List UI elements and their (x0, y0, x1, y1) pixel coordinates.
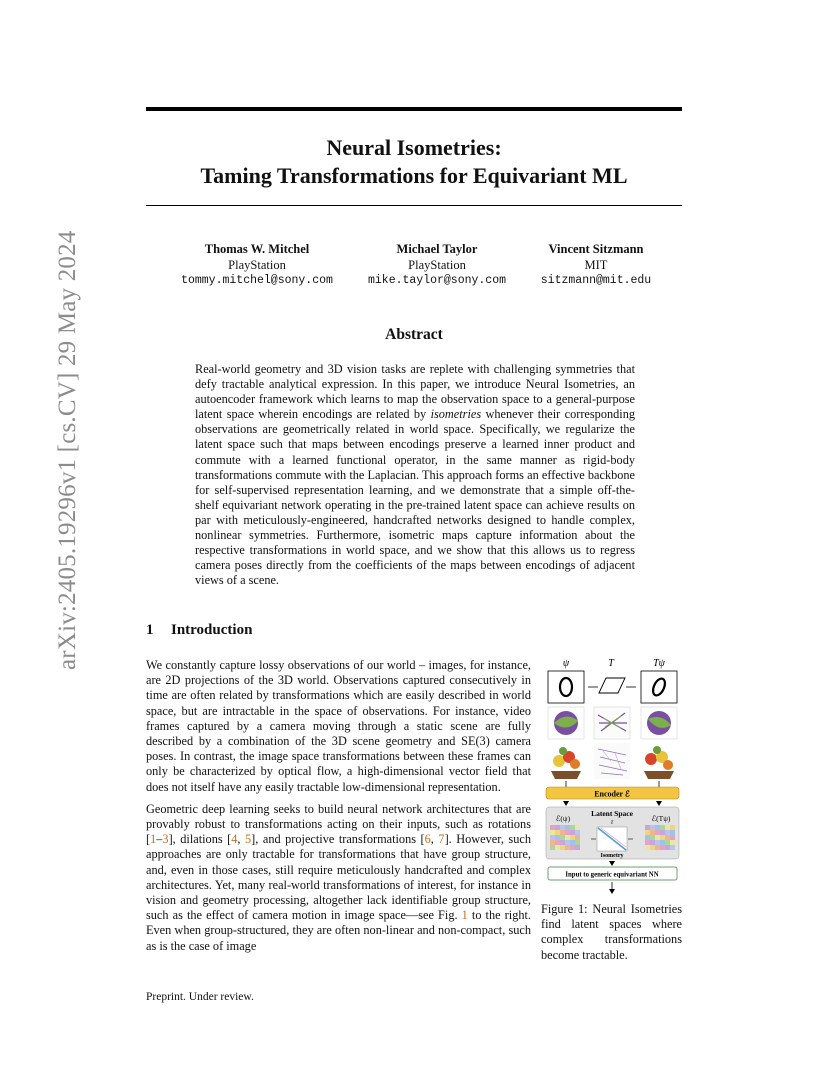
latent-cell (665, 825, 670, 830)
latent-cell (555, 845, 560, 850)
text-run: Geometric deep learning seeks to build neural network architectures that are provably robust to transformations acting on their inputs, such as rotations [ (146, 801, 531, 847)
text-run: , (237, 832, 246, 847)
section-number: 1 (146, 622, 154, 638)
latent-cell (665, 830, 670, 835)
latent-cell (565, 835, 570, 840)
text-run: ]. However, such approaches are only tractable for transformations that have group structure, and, even in those cases, still require meticulously handcrafted and complex architectures. Yet, many real-world transformations of interest, for instance in vision and geometry processing, altogether lack identifiable group structure, such as the effect of camera motion in image space—see Fig. (146, 832, 531, 923)
section-title: Introduction (171, 622, 253, 638)
latent-cell (575, 825, 580, 830)
isometry-matrix (591, 827, 633, 851)
title-line-1: Neural Isometries: (326, 135, 502, 160)
latent-cell (650, 825, 655, 830)
latent-cell (650, 840, 655, 845)
latent-cell (560, 840, 565, 845)
arxiv-identifier: arXiv:2405.19296v1 [cs.CV] 29 May 2024 (54, 230, 81, 670)
latent-cell (645, 845, 650, 850)
author-1 (162, 242, 352, 289)
citation-link[interactable]: 4 (231, 832, 238, 847)
latent-cell (655, 845, 660, 850)
author-name: Michael Taylor (396, 242, 478, 256)
latent-cell (665, 840, 670, 845)
fruit-input-panel (548, 743, 584, 779)
latent-cell (550, 840, 555, 845)
author-block (146, 242, 682, 292)
section-heading (146, 622, 252, 639)
latent-cell (650, 835, 655, 840)
citation-link[interactable]: 5 (245, 832, 252, 847)
latent-cell (660, 830, 665, 835)
abstract-text (195, 362, 635, 588)
latent-cell (645, 835, 650, 840)
latent-space-block (546, 807, 679, 859)
latent-cell (655, 830, 660, 835)
latent-cell (550, 835, 555, 840)
latent-cell (550, 830, 555, 835)
latent-cell (660, 845, 665, 850)
latent-cell (670, 830, 675, 835)
sphere-input-panel (548, 707, 584, 739)
intro-body (146, 658, 531, 961)
abstract-heading: Abstract (385, 326, 443, 343)
latent-cell (645, 825, 650, 830)
transform-parallelogram-icon (588, 678, 636, 693)
latent-cell (565, 825, 570, 830)
latent-grid-right (645, 825, 675, 850)
equivariant-nn-label: Input to generic equivariant NN (565, 871, 659, 879)
latent-cell (565, 845, 570, 850)
label-transformed-psi: Tψ (653, 658, 665, 669)
text-run: to the right. Even when group-structured, they are often non-linear and non-compact, such as is the case of image (146, 908, 531, 953)
latent-cell (660, 825, 665, 830)
latent-cell (555, 825, 560, 830)
latent-cell (560, 830, 565, 835)
latent-cell (650, 845, 655, 850)
encoding-transformed-psi-label: ℰ(Tψ) (651, 814, 671, 823)
latent-cell (575, 830, 580, 835)
figure-1-diagram (541, 653, 682, 900)
text-run: ], dilations [ (168, 832, 232, 847)
author-name: Vincent Sitzmann (548, 242, 644, 256)
latent-cell (560, 825, 565, 830)
page-footer: Preprint. Under review. (146, 991, 254, 1003)
latent-cell (665, 845, 670, 850)
latent-cell (555, 830, 560, 835)
latent-space-label: Latent Space (591, 809, 633, 818)
citation-link[interactable]: 7 (438, 832, 445, 847)
author-email: sitzmann@mit.edu (540, 274, 652, 287)
abstract-part-1: Real-world geometry and 3D vision tasks are replete with challenging symmetries that defy tractable analytical expression. In this paper, we introduce Neural Isometries, an autoencoder framework which learns to map the observation space to a general-purpose latent space wherein encodings are related by (195, 362, 635, 422)
sphere-transform-panel (594, 707, 630, 739)
latent-grid-left (550, 825, 580, 850)
latent-cell (655, 825, 660, 830)
latent-cell (570, 835, 575, 840)
latent-cell (550, 825, 555, 830)
latent-cell (550, 845, 555, 850)
latent-cell (570, 845, 575, 850)
latent-cell (655, 840, 660, 845)
citation-link[interactable]: 3 (162, 832, 169, 847)
latent-cell (555, 835, 560, 840)
latent-cell (660, 835, 665, 840)
latent-cell (650, 830, 655, 835)
latent-cell (665, 835, 670, 840)
abstract-emphasis: isometries (430, 407, 482, 422)
latent-cell (565, 840, 570, 845)
input-digit-panel (548, 671, 584, 703)
author-affiliation: MIT (584, 257, 608, 272)
intro-paragraph-2 (146, 802, 531, 954)
title-line-2: Taming Transformations for Equivariant ML (200, 163, 628, 188)
transformed-digit-panel (641, 671, 677, 703)
latent-cell (645, 840, 650, 845)
intro-paragraph-1: We constantly capture lossy observations of our world – images, for instance, are 2D projections of the 3D world. Observations captured consecutively in time are often related by transformations which are easily described in world space, but are intractable in the space of observations. For instance, video frames captured by a camera moving through a static scene are fully described by a combination of the 3D scene geometry and SE(3) camera poses. In contrast, the image space transformations between these frames can only be characterized by optical flow, a high-dimensional vector field that does not itself have any easily tractable low-dimensional representation. (146, 658, 531, 794)
latent-cell (560, 845, 565, 850)
author-3 (516, 242, 676, 289)
citation-link[interactable]: 6 (424, 832, 431, 847)
title-rule-bottom (146, 205, 682, 206)
author-name: Thomas W. Mitchel (204, 242, 310, 256)
latent-cell (660, 840, 665, 845)
text-run: – (156, 832, 163, 847)
latent-transform-label: τ (610, 818, 614, 826)
figure-1-caption: Figure 1: Neural Isometries find latent spaces where complex transformations become tractable. (541, 902, 682, 962)
latent-cell (575, 845, 580, 850)
label-transform: T (608, 658, 614, 669)
latent-cell (565, 830, 570, 835)
latent-cell (555, 840, 560, 845)
encoding-psi-label: ℰ(ψ) (555, 814, 571, 823)
latent-cell (670, 825, 675, 830)
latent-cell (670, 845, 675, 850)
latent-cell (575, 835, 580, 840)
encoder-block (546, 787, 679, 799)
latent-cell (645, 830, 650, 835)
latent-cell (575, 840, 580, 845)
author-email: mike.taylor@sony.com (367, 274, 507, 287)
latent-cell (670, 835, 675, 840)
latent-cell (570, 830, 575, 835)
latent-cell (570, 825, 575, 830)
paper-title (146, 134, 682, 190)
text-run: ], and projective transformations [ (251, 832, 425, 847)
latent-cell (570, 840, 575, 845)
title-rule-top (146, 107, 682, 111)
fruit-output-panel (641, 743, 677, 779)
equivariant-nn-box (548, 867, 677, 880)
flow-field-panel (594, 743, 630, 779)
latent-cell (670, 840, 675, 845)
latent-cell (560, 835, 565, 840)
author-2 (342, 242, 532, 289)
isometry-label: Isometry (600, 853, 624, 859)
author-affiliation: PlayStation (408, 257, 466, 272)
text-run: , (430, 832, 439, 847)
arxiv-side-stamp (20, 230, 81, 700)
sphere-output-panel (641, 707, 677, 739)
author-email: tommy.mitchel@sony.com (181, 274, 333, 287)
latent-cell (655, 835, 660, 840)
author-affiliation: PlayStation (228, 257, 286, 272)
encoder-label: Encoder ℰ (594, 789, 630, 799)
abstract-part-2: whenever their corresponding observations are geometrically related in world space. Specifically, we regularize the latent space such that maps between encodings preserve a learned inner product and commute with a learned functional operator, in the same manner as rigid-body transformations commute with the Laplacian. This approach forms an effective backbone for self-supervised representation learning, and we demonstrate that a simple off-the-shelf equivariant network operating in the pre-trained latent space can achieve results on par with meticulously-engineered, handcrafted networks designed to handle complex, nonlinear symmetries. Furthermore, isometric maps capture information about the respective transformations in world space, and we show that this allows us to regress camera poses directly from the coefficients of the maps between encodings of adjacent views of a scene. (195, 407, 635, 588)
figure-reference-link[interactable]: 1 (461, 908, 468, 923)
citation-link[interactable]: 1 (150, 832, 157, 847)
label-psi: ψ (562, 658, 570, 669)
